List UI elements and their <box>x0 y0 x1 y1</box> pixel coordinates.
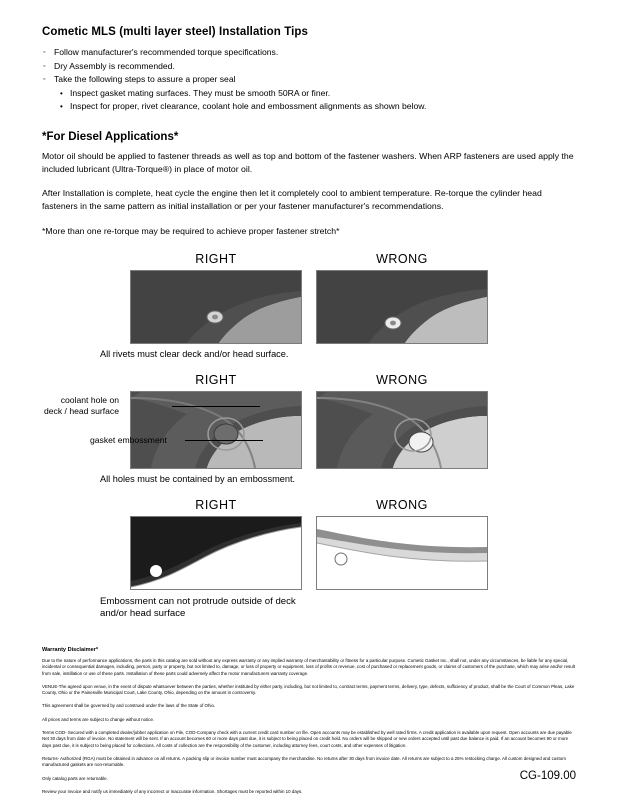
list-item: • Inspect gasket mating surfaces. They must be smooth 50RA or finer. <box>60 87 576 101</box>
figure-image-wrong <box>316 270 488 344</box>
warranty-heading: Warranty Disclaimer* <box>42 646 99 653</box>
warranty-paragraph: VENUE-The agreed upon venue, in the event of dispute whatsoever between the parties, whether instituted by either party, including, but not limited to, contract terms, payment terms, delivery, type, defects, sufficiency of product, shall be the Court of Common Pleas, Lake County, Ohio or the Painesville Municipal Court, Lake County, Ohio, depending on the amount in controversy. <box>42 683 575 696</box>
figure-protrusion-right <box>130 498 302 590</box>
warranty-paragraph: Due to the nature of performance applications, the parts in this catalog are sold without any express warranty or any implied warranty of merchantability or fitness for a particular purpose. Cometic Gasket Inc., shall not, under any circumstances, be liable for any special, incidental or consequential damages, including, person, party or property, but not limited to, damage, or loss of property or equipment, loss of profits or revenue, cost of purchased or replacement goods, or claims of customers of the purchase, which may arise and/or result from sale, instillation or use of these parts. Installation of these parts could adversely affect the motor manufacturers warranty coverage. <box>42 657 575 676</box>
installation-tips-list <box>42 46 576 87</box>
figure-protrusion-caption: Embossment can not protrude outside of deck and/or head surface <box>100 595 296 620</box>
circle-bullet-icon: ◦ <box>43 76 46 83</box>
warranty-paragraph: Only catalog parts are returnable. <box>42 775 108 781</box>
document-number: CG-109.00 <box>519 770 576 782</box>
circle-bullet-icon: ◦ <box>43 62 46 70</box>
dot-bullet-icon: • <box>60 88 63 98</box>
warranty-paragraph: Returns- Authorized (RGA) must be obtained in advance on all returns. A packing slip or invoice number must accompany the merchandise. No returns after 30 days from invoice date. All returns are subject to a 25% restocking charge. All custom designed and custom manufactured gaskets are non-returnable. <box>42 755 566 768</box>
warranty-paragraph: Review your invoice and notify us immediately of any incorrect or inaccurate information. Shortages must be reported within 10 days. <box>42 788 303 794</box>
figure-label-wrong: WRONG <box>376 372 428 387</box>
figure-image-right <box>130 270 302 344</box>
figure-image-right <box>130 391 302 469</box>
callout-leader-line <box>185 440 263 441</box>
warranty-paragraph: All prices and terms are subject to change without notice. <box>42 716 155 722</box>
figure-image-wrong <box>316 516 488 590</box>
list-item: • Inspect for proper, rivet clearance, coolant hole and embossment alignments as shown below. <box>60 100 576 114</box>
figure-label-wrong: WRONG <box>376 497 428 512</box>
warranty-paragraph: This agreement shall be governed by and construed under the laws of the State of Ohio. <box>42 703 216 709</box>
callout-leader-line <box>172 406 260 407</box>
figure-rivets-wrong <box>316 252 488 344</box>
figure-label-right: RIGHT <box>195 251 237 266</box>
figure-label-wrong: WRONG <box>376 251 428 266</box>
figure-protrusion <box>42 498 576 621</box>
callout-coolant-hole: coolant hole on deck / head surface <box>44 394 120 417</box>
figure-holes-wrong <box>316 373 488 469</box>
diesel-paragraph-2: After Installation is complete, heat cycle the engine then let it completely cool to ambient temperature. Re-torque the cylinder head fasteners in the same pattern as initial installation or per your fastener manufacturer's recommendations. <box>42 188 542 212</box>
warranty-paragraph: Terms COD- Secured with a completed dealer/jobber application on File, COD-Company check with a current credit card number on file. Open accounts may be established by well rated firms. A credit application is available upon request. Open accounts are due payable Net 30 days from date of invoice. No statement will be sent. If an account becomes 60 or more days past due, it is subject to being placed on credit hold. No orders will be shipped or new orders accepted until past due balance is paid. If an account becomes 90 or more days past due, it is subject to being placed for collections. All costs of collection are the responsibility of the customer, including attorney fees, court costs, and other expenses of litigation. <box>42 730 572 748</box>
figure-label-right: RIGHT <box>195 497 237 512</box>
figure-rivets <box>42 252 576 359</box>
figure-protrusion-row <box>42 498 576 590</box>
dot-bullet-icon: • <box>60 102 63 111</box>
figure-label-right: RIGHT <box>195 372 237 387</box>
list-item: ◦ Dry Assembly is recommended. <box>42 60 576 74</box>
diesel-paragraph-1: Motor oil should be applied to fastener threads as well as top and bottom of the fastener washers. When ARP fasteners are used apply the included lubricant (Ultra-Torque®) in place of motor oil. <box>42 150 574 174</box>
figure-image-wrong <box>316 391 488 469</box>
figure-rivets-caption: All rivets must clear deck and/or head surface. <box>100 348 289 359</box>
list-item: ◦ Take the following steps to assure a proper seal <box>42 73 576 87</box>
list-item: ◦ Follow manufacturer's recommended torque specifications. <box>42 46 576 60</box>
figure-holes <box>42 373 576 484</box>
figure-holes-row <box>42 373 576 469</box>
figure-rivets-right <box>130 252 302 344</box>
figure-protrusion-wrong <box>316 498 488 590</box>
figure-holes-caption: All holes must be contained by an embossment. <box>100 473 296 484</box>
figure-image-right <box>130 516 302 590</box>
page-title: Cometic MLS (multi layer steel) Installation Tips <box>42 26 309 38</box>
diesel-section-heading: *For Diesel Applications* <box>42 130 179 143</box>
callout-gasket-embossment: gasket embossment <box>90 434 167 445</box>
circle-bullet-icon: ◦ <box>43 49 46 56</box>
warranty-section <box>42 647 576 795</box>
figure-rivets-row <box>42 252 576 344</box>
figure-holes-right <box>130 373 302 469</box>
diesel-paragraph-3: *More than one re-torque may be required to achieve proper fastener stretch* <box>42 225 340 236</box>
installation-subtips-list <box>42 87 576 114</box>
